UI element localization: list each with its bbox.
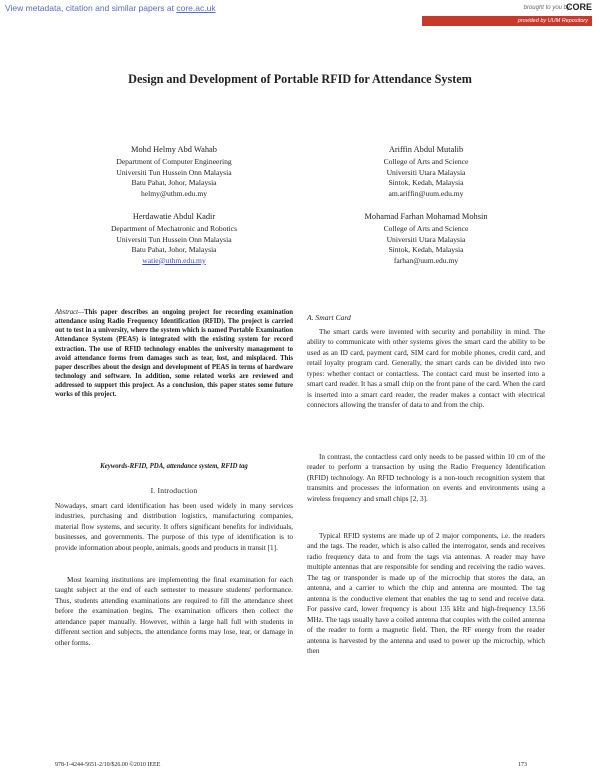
keywords: Keywords-RFID, PDA, attendance system, RFID tag bbox=[100, 463, 248, 470]
author-block-4 bbox=[307, 212, 545, 266]
author-block-3 bbox=[307, 145, 545, 199]
subsection-heading-smart-card: A. Smart Card bbox=[307, 313, 351, 322]
author-city: Batu Pahat, Johor, Malaysia bbox=[131, 178, 217, 188]
author-name: Ariffin Abdul Mutalib bbox=[388, 145, 464, 154]
author-univ: Universiti Tun Hussein Onn Malaysia bbox=[116, 167, 232, 177]
author-city: Batu Pahat, Johor, Malaysia bbox=[131, 245, 217, 255]
author-city: Sintok, Kedah, Malaysia bbox=[388, 178, 464, 188]
smart-card-paragraph-2: In contrast, the contactless card only needs to be passed within 10 cm of the reader to perform a transaction by using the Radio Frequency Identification (RFID) technology. An RFID technology is a non-touch recognition system that transmits and processes the information on events and environments using a wireless frequency and small chips [2, 3]. bbox=[307, 453, 545, 503]
author-block-1 bbox=[55, 145, 293, 199]
abstract-body: This paper describes an ongoing project for recording examination attendance using Radio Frequency Identification (RFID). The project is carried out to test in a university, where the system which is named Portable Examination Attendance System (PEAS) is integrated with the existing system for record extraction. The use of RFID technology enables the university management to avoid attendance forms from damages such as tear, lost, and misplaced. This paper describes about the design and development of PEAS in terms of hardware technology and software. In addition, some related works are reviewed and addressed to support this project. As a conclusion, this paper states some future works of this project. bbox=[55, 309, 293, 399]
author-univ: Universiti Utara Malaysia bbox=[386, 167, 466, 177]
author-email: helmy@uthm.edu.my bbox=[140, 188, 208, 198]
core-logo[interactable]: CORE bbox=[565, 2, 592, 12]
paper-title: Design and Development of Portable RFID for Attendance System bbox=[128, 72, 472, 86]
author-univ: Universiti Utara Malaysia bbox=[386, 234, 466, 244]
provided-by-banner[interactable]: provided by UUM Repository bbox=[422, 16, 592, 26]
footer-isbn: 978-1-4244-5651-2/10/$26.00 ©2010 IEEE bbox=[55, 762, 161, 768]
author-block-2 bbox=[55, 212, 293, 266]
core-domain-link[interactable]: core.ac.uk bbox=[176, 3, 216, 13]
author-dept: College of Arts and Science bbox=[383, 224, 469, 234]
author-city: Sintok, Kedah, Malaysia bbox=[388, 245, 464, 255]
author-email: farhan@uum.edu.my bbox=[393, 255, 459, 265]
author-name: Mohd Helmy Abd Wahab bbox=[131, 145, 217, 154]
core-link-text: View metadata, citation and similar papers at bbox=[5, 3, 177, 13]
author-name: Mohamad Farhan Mohamad Mohsin bbox=[364, 212, 488, 221]
smart-card-paragraph-1: The smart cards were invented with security and portability in mind. The ability to communicate with other systems gives the smart card the ability to be used as an ID card, payment card, SIM card for mobile phones, credit card, and retail loyalty program card. Generally, the smart cards can be divided into two types: whether contact or contactless. The contact card must be inserted into a smart card reader. It has a small chip on the front pane of the card. When the card is inserted into a smart card reader, the reader makes a contact with electrical connectors allowing the transfer of data to and from the chip. bbox=[307, 328, 545, 410]
author-dept: Department of Mechatronic and Robotics bbox=[110, 224, 238, 234]
core-metadata-link[interactable] bbox=[5, 3, 216, 13]
intro-paragraph-2: Most learning institutions are implementing the final examination for each taught subject at the end of each semester to measure students' performance. Thus, students attending examinations are required to fill the attendance sheet before the examination begins. The examination officers then collect the attendance paper manually. However, within a large hall full with students in different section and subjects, the attendance forms may lose, tear, or damage in other forms. bbox=[55, 576, 293, 647]
author-dept: College of Arts and Science bbox=[383, 157, 469, 167]
brought-by-text: brought to you by bbox=[523, 5, 570, 11]
intro-paragraph-1: Nowadays, smart card identification has been used widely in many services industries, purchasing and distribution logistics, manufacturing companies, material flow systems, and security. It offers significant benefits for individuals, businesses, and governments. The purpose of this type of identification is to provide information about people, animals, goods and products in transit [1]. bbox=[55, 502, 293, 552]
footer-page-number: 173 bbox=[518, 762, 527, 768]
core-banner bbox=[0, 0, 600, 28]
author-univ: Universiti Tun Hussein Onn Malaysia bbox=[116, 234, 232, 244]
author-email-link[interactable]: watie@uthm.edu.my bbox=[142, 255, 206, 265]
smart-card-paragraph-3: Typical RFID systems are made up of 2 major components, i.e. the readers and the tags. The reader, which is also called the interrogator, sends and receives radio frequency data to and from the tags via antennas. A reader may have multiple antennas that are responsible for sending and receiving the radio waves. The tag or transponder is made up of the microchip that stores the data, an antenna, and a carrier to which the chip and antenna are mounted. The tag antenna is the conductive element that enables the tag to send and receive data. For passive card, lower frequency is about 135 kHz and high-frequency 13.56 MHz. The tags usually have a coiled antenna that couples with the coiled antenna of the reader to form a magnetic field. Then, the RF energy from the reader antenna is harvested by the antenna and used to power up the microchip, which then bbox=[307, 532, 545, 655]
author-name: Herdawatie Abdul Kadir bbox=[132, 212, 216, 221]
section-heading-introduction: I. Introduction bbox=[150, 486, 198, 495]
author-dept: Department of Computer Engineering bbox=[116, 157, 232, 167]
abstract bbox=[55, 308, 293, 400]
abstract-lead: Abstract— bbox=[55, 309, 85, 316]
author-email: am.ariffin@uum.edu.my bbox=[388, 188, 464, 198]
